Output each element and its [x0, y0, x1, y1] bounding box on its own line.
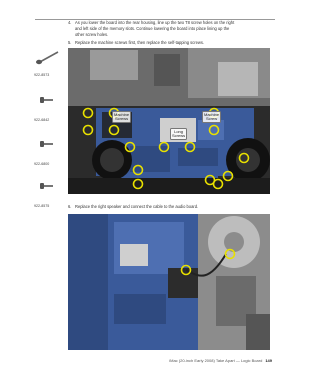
- screw-highlight-ring: [126, 143, 135, 152]
- connector-highlight-ring: [226, 250, 235, 259]
- screw-highlight-ring: [84, 109, 93, 118]
- callout-line: Screws: [172, 132, 186, 138]
- page-number: 149: [265, 358, 272, 363]
- step-5: [68, 40, 288, 46]
- screw-highlight-ring: [110, 126, 119, 135]
- step-line: As you lower the board into the rear housing, line up the two T8 screw holes on the right: [75, 20, 235, 25]
- step-line: Replace the right speaker and connect the cable to the audio board.: [75, 204, 199, 209]
- step-4: [68, 20, 288, 38]
- step-line: and left side of the memory slots. Continue lowering the board into place lining up the: [75, 25, 230, 31]
- screw-icon: [40, 96, 54, 104]
- callout-long-screws: [170, 128, 187, 140]
- step-text: [75, 40, 204, 46]
- connector-highlight-ring: [182, 266, 191, 275]
- callout-machine-screw: [202, 111, 221, 123]
- step-6: [68, 204, 288, 210]
- speaker-audio-board-photo: [68, 214, 270, 350]
- screw-highlight-ring: [214, 180, 223, 189]
- screw-highlights: [68, 48, 270, 194]
- footer-text: iMac (20-inch Early 2008) Take Apart — Logic Board: [169, 358, 263, 363]
- step-number: 6.: [68, 204, 72, 209]
- callout-line: Screw: [206, 115, 218, 121]
- screw-icon: [40, 140, 54, 148]
- screw-icon: [40, 182, 54, 190]
- screw-highlight-ring: [160, 143, 169, 152]
- step-text: [75, 20, 234, 37]
- step-line: Replace the machine screws first, then replace the self-tapping screws.: [75, 40, 205, 45]
- screw-highlight-ring: [186, 143, 195, 152]
- callout-line: Machine: [204, 111, 220, 117]
- screw-highlight-ring: [224, 172, 233, 181]
- logic-board-photo: [68, 48, 270, 194]
- screw-part-number: 922-6842: [34, 118, 50, 122]
- screw-highlight-ring: [84, 126, 93, 135]
- connector-highlights: [68, 214, 270, 350]
- step-number: 5.: [68, 40, 72, 45]
- step-line: other screw holes.: [75, 31, 109, 37]
- screw-icon: [34, 48, 62, 66]
- screw-highlight-ring: [134, 180, 143, 189]
- callout-line: Screws: [115, 115, 129, 121]
- screw-highlight-ring: [240, 154, 249, 163]
- screw-highlight-ring: [210, 126, 219, 135]
- screw-part-number: 922-6800: [34, 162, 50, 166]
- step-text: [75, 204, 198, 210]
- screw-part-number: 922-8573: [34, 73, 50, 77]
- callout-line: Long: [174, 128, 184, 134]
- page-footer: [169, 358, 272, 363]
- screw-part-number: 922-8575: [34, 204, 50, 208]
- step-number: 4.: [68, 20, 72, 25]
- callout-machine-screws: [112, 111, 131, 123]
- screw-highlight-ring: [134, 166, 143, 175]
- callout-line: Machine: [114, 111, 130, 117]
